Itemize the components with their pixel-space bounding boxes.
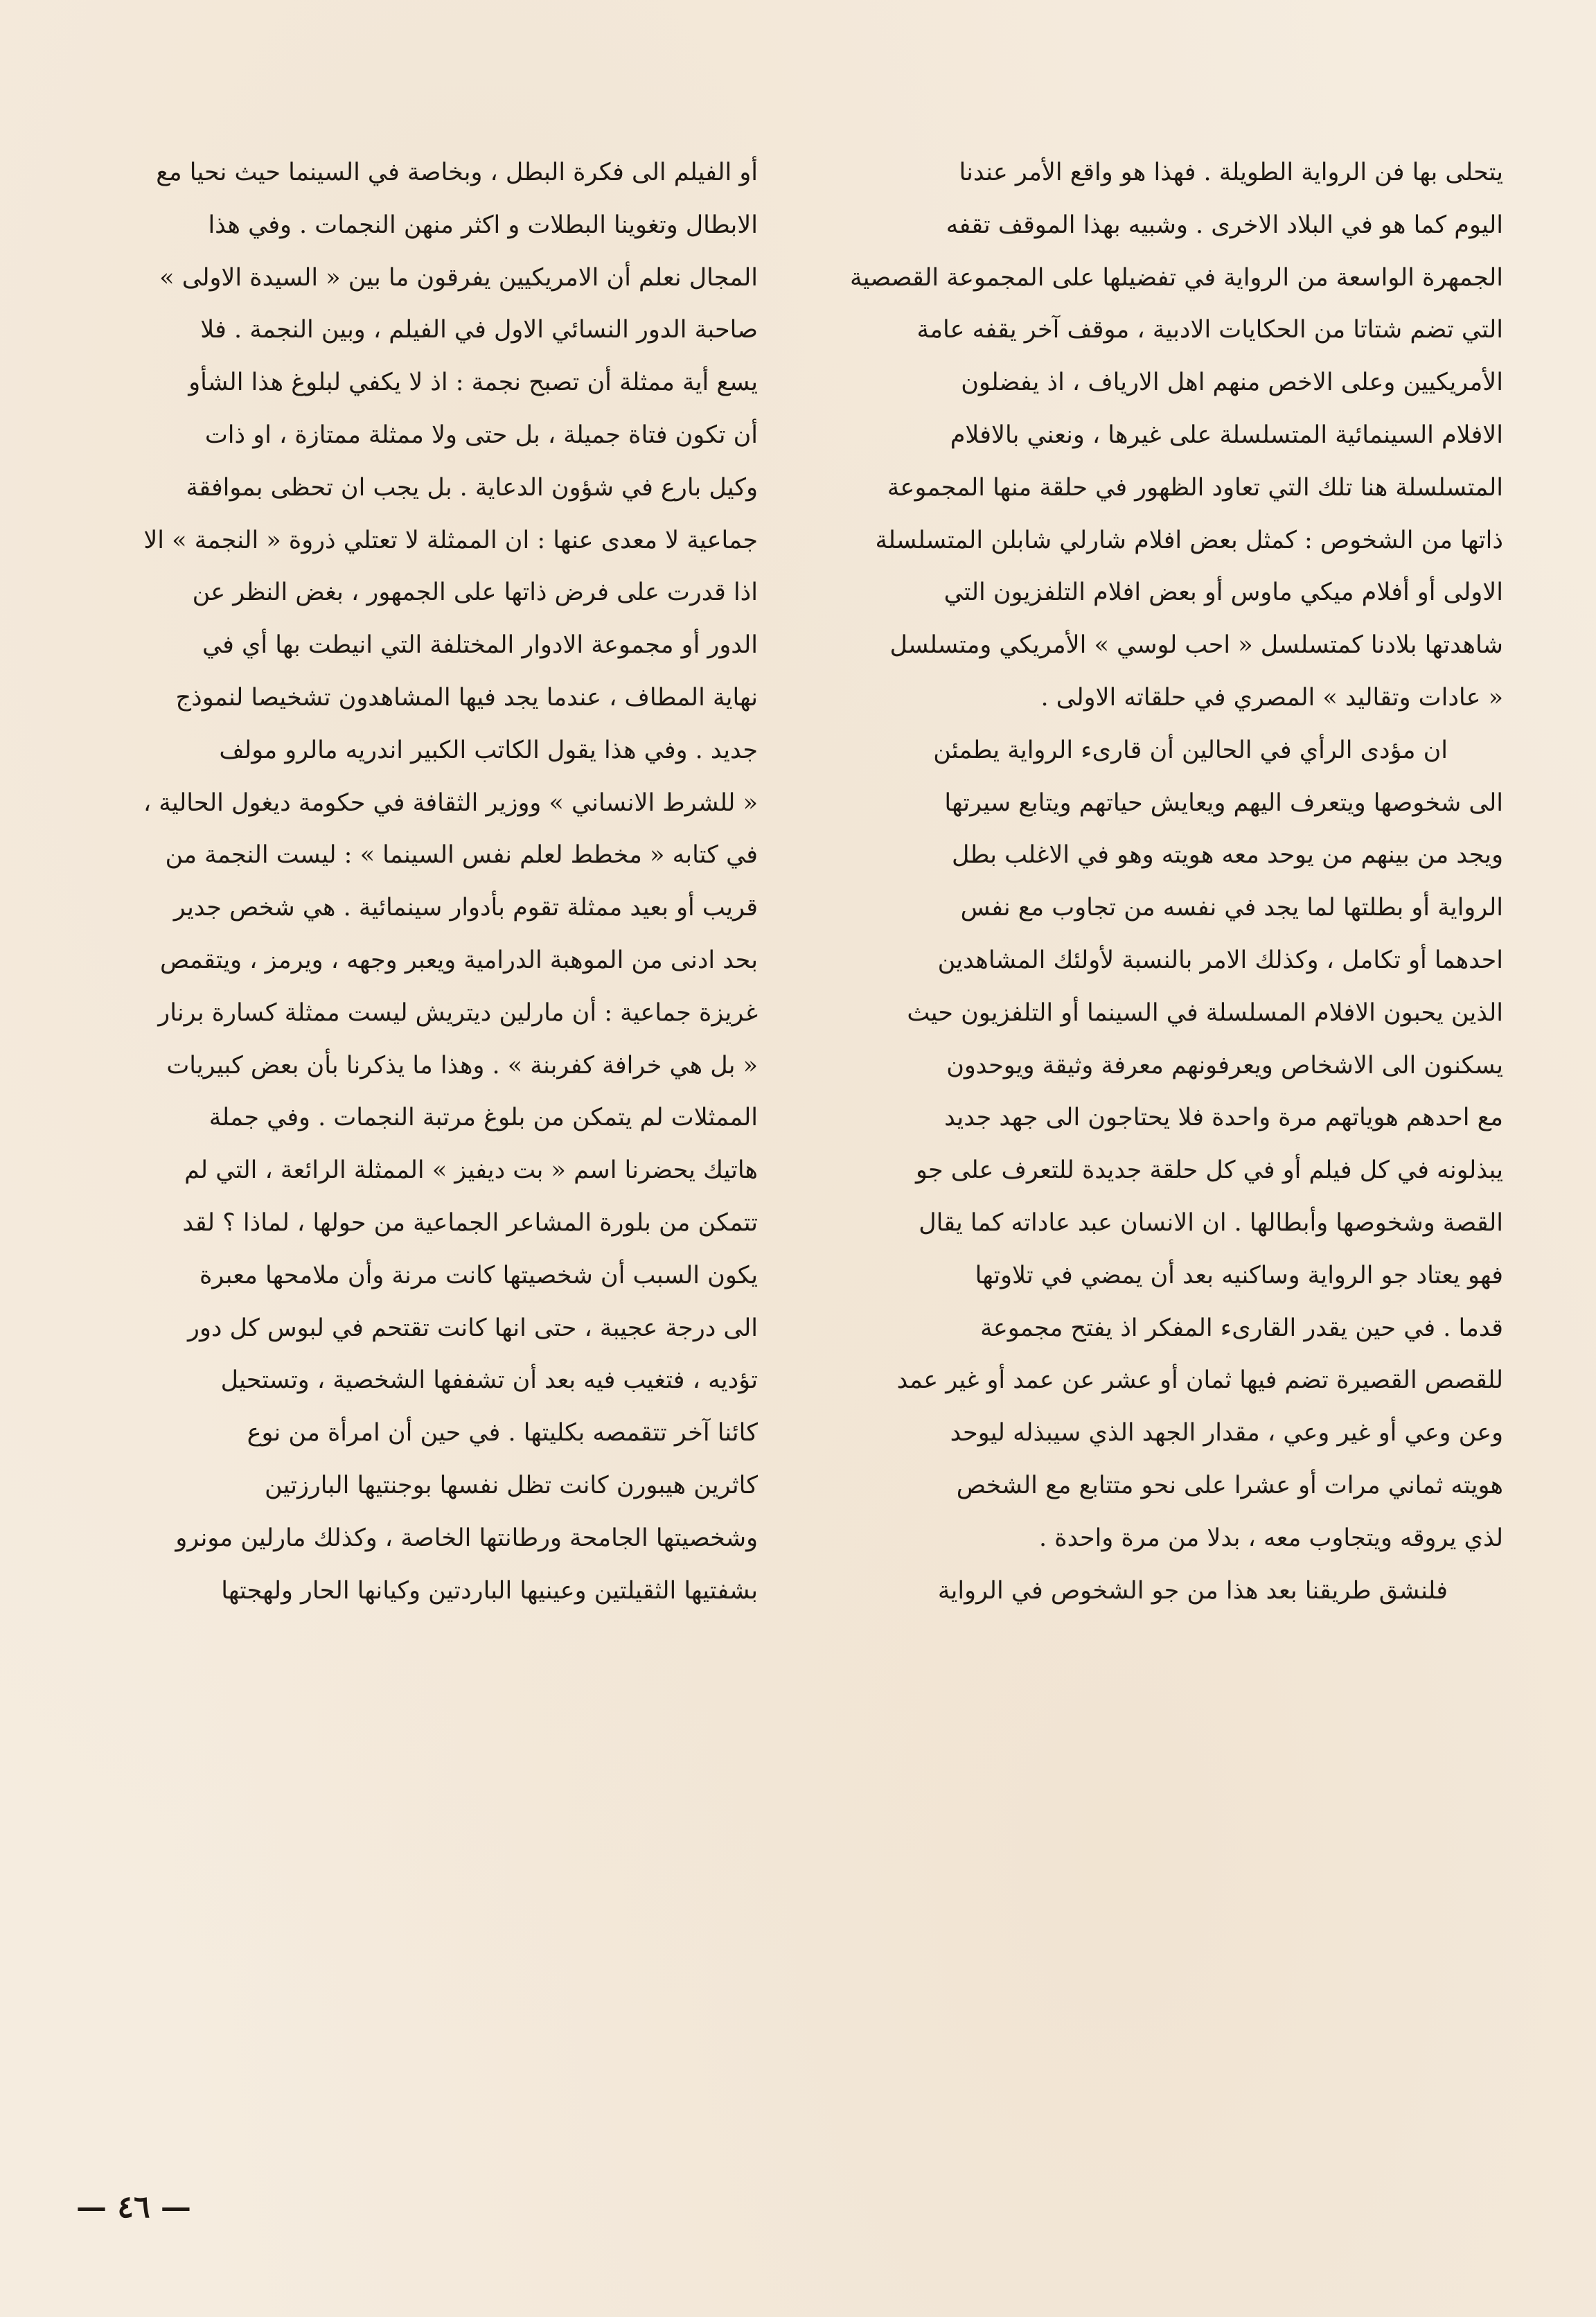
text-line: يكون السبب أن شخصيتها كانت مرنة وأن ملامحها معبرة xyxy=(200,1261,758,1289)
text-line: ذاتها من الشخوص : كمثل بعض افلام شارلي شابلن المتسلسلة xyxy=(875,526,1503,554)
text-line: « بل هي خرافة كفربنة » . وهذا ما يذكرنا بأن بعض كبيريات xyxy=(166,1051,758,1080)
left-text-column xyxy=(75,147,758,1617)
text-line: وعن وعي أو غير وعي ، مقدار الجهد الذي سيبذله ليوحد xyxy=(950,1419,1503,1447)
text-line: كاثرين هيبورن كانت تظل نفسها بوجنتيها البارزتين xyxy=(265,1471,758,1499)
text-line: يتحلى بها فن الرواية الطويلة . فهذا هو واقع الأمر عندنا xyxy=(959,159,1503,186)
text-line: وشخصيتها الجامحة ورطانتها الخاصة ، وكذلك مارلين مونرو xyxy=(175,1524,758,1552)
text-line: شاهدتها بلادنا كمتسلسل « احب لوسي » الأمريكي ومتسلسل xyxy=(889,631,1503,660)
text-line: الرواية أو بطلتها لما يجد في نفسه من تجاوب مع نفس xyxy=(960,894,1503,922)
text-line: يسكنون الى الاشخاص ويعرفونهم معرفة وثيقة ويوحدون xyxy=(946,1051,1503,1080)
text-line: اليوم كما هو في البلاد الاخرى . وشبيه بهذا الموقف تقفه xyxy=(946,211,1503,239)
text-line: تؤديه ، فتغيب فيه بعد أن تشففها الشخصية ، وتستحيل xyxy=(220,1366,758,1395)
text-line: « للشرط الانساني » ووزير الثقافة في حكومة ديغول الحالية ، xyxy=(143,789,758,817)
text-line: فهو يعتاد جو الرواية وساكنيه بعد أن يمضي في تلاوتها xyxy=(975,1261,1503,1289)
text-line: الذين يحبون الافلام المسلسلة في السينما أو التلفزيون حيث xyxy=(907,998,1503,1027)
text-line: لذي يروقه ويتجاوب معه ، بدلا من مرة واحدة . xyxy=(1039,1524,1503,1552)
page-number: — ٤٦ — xyxy=(76,2190,191,2225)
text-line: للقصص القصيرة تضم فيها ثمان أو عشر عن عمد أو غير عمد xyxy=(896,1366,1503,1395)
text-line: الافلام السينمائية المتسلسلة على غيرها ، ونعني بالافلام xyxy=(950,421,1503,449)
text-line: اذا قدرت على فرض ذاتها على الجمهور ، بغض النظر عن xyxy=(192,579,758,607)
text-line: الى شخوصها ويتعرف اليهم ويعايش حياتهم ويتابع سيرتها xyxy=(944,789,1503,817)
text-line: « عادات وتقاليد » المصري في حلقاته الاولى . xyxy=(1040,683,1503,712)
text-line: أو الفيلم الى فكرة البطل ، وبخاصة في السينما حيث نحيا مع xyxy=(156,159,758,186)
text-line: ويجد من بينهم من يوحد معه هويته وهو في الاغلب بطل xyxy=(951,841,1503,870)
text-line: بشفتيها الثقيلتين وعينيها الباردتين وكيانها الحار ولهجتها xyxy=(221,1576,758,1605)
text-line: نهاية المطاف ، عندما يجد فيها المشاهدون تشخيصا لنموذج xyxy=(175,683,758,712)
text-line: المتسلسلة هنا تلك التي تعاود الظهور في حلقة منها المجموعة xyxy=(887,473,1503,502)
text-line: الجمهرة الواسعة من الرواية في تفضيلها على المجموعة القصصية xyxy=(850,263,1503,292)
text-line: قريب أو بعيد ممثلة تقوم بأدوار سينمائية . هي شخص جدير xyxy=(173,894,758,922)
text-line: يسع أية ممثلة أن تصبح نجمة : اذ لا يكفي لبلوغ هذا الشأو xyxy=(188,369,758,397)
text-line: تتمكن من بلورة المشاعر الجماعية من حولها ، لماذا ؟ لقد xyxy=(182,1208,758,1237)
text-line: الى درجة عجيبة ، حتى انها كانت تقتحم في لبوس كل دور xyxy=(188,1314,758,1342)
text-line: غريزة جماعية : أن مارلين ديتريش ليست ممثلة كسارة برنار xyxy=(158,998,758,1027)
text-line: الابطال وتغوينا البطلات و اكثر منهن النجمات . وفي هذا xyxy=(208,211,758,239)
text-line: كائنا آخر تتقمصه بكليتها . في حين أن امرأة من نوع xyxy=(247,1419,758,1447)
text-line: هاتيك يحضرنا اسم « بت ديفيز » الممثلة الرائعة ، التي لم xyxy=(184,1156,758,1185)
text-line: التي تضم شتاتا من الحكايات الادبية ، موقف آخر يقفه عامة xyxy=(916,316,1503,344)
text-line: قدما . في حين يقدر القارىء المفكر اذ يفتح مجموعة xyxy=(980,1314,1503,1342)
text-line: المجال نعلم أن الامريكيين يفرقون ما بين « السيدة الاولى » xyxy=(159,263,758,292)
text-line: جماعية لا معدى عنها : ان الممثلة لا تعتلي ذروة « النجمة » الا xyxy=(143,526,758,554)
text-line: وكيل بارع في شؤون الدعاية . بل يجب ان تحظى بموافقة xyxy=(186,473,758,502)
text-line: يبذلونه في كل فيلم أو في كل حلقة جديدة للتعرف على جو xyxy=(915,1156,1503,1185)
right-text-column xyxy=(810,147,1503,1617)
text-line: الممثلات لم يتمكن من بلوغ مرتبة النجمات . وفي جملة xyxy=(209,1104,758,1132)
text-line: مع احدهم هوياتهم مرة واحدة فلا يحتاجون الى جهد جديد xyxy=(944,1104,1503,1132)
text-line: فلنشق طريقنا بعد هذا من جو الشخوص في الرواية xyxy=(937,1576,1448,1605)
text-line: احدهما أو تكامل ، وكذلك الامر بالنسبة لأولئك المشاهدين xyxy=(937,946,1503,974)
text-line: بحد ادنى من الموهبة الدرامية ويعبر وجهه ، ويرمز ، ويتقمص xyxy=(160,946,758,974)
text-line: ان مؤدى الرأي في الحالين أن قارىء الرواية يطمئن xyxy=(933,736,1448,764)
text-line: في كتابه « مخطط لعلم نفس السينما » : ليست النجمة من xyxy=(165,841,758,870)
text-line: صاحبة الدور النسائي الاول في الفيلم ، وبين النجمة . فلا xyxy=(200,316,758,344)
text-line: الاولى أو أفلام ميكي ماوس أو بعض افلام التلفزيون التي xyxy=(943,579,1503,607)
text-line: القصة وشخوصها وأبطالها . ان الانسان عبد عاداته كما يقال xyxy=(919,1208,1503,1237)
text-line: أن تكون فتاة جميلة ، بل حتى ولا ممثلة ممتازة ، او ذات xyxy=(204,421,758,449)
text-line: هويته ثماني مرات أو عشرا على نحو متتابع مع الشخص xyxy=(956,1471,1503,1499)
text-line: الدور أو مجموعة الادوار المختلفة التي انيطت بها أي في xyxy=(202,631,758,660)
text-line: الأمريكيين وعلى الاخص منهم اهل الارياف ، اذ يفضلون xyxy=(961,369,1503,397)
text-line: جديد . وفي هذا يقول الكاتب الكبير اندريه مالرو مولف xyxy=(219,736,758,764)
